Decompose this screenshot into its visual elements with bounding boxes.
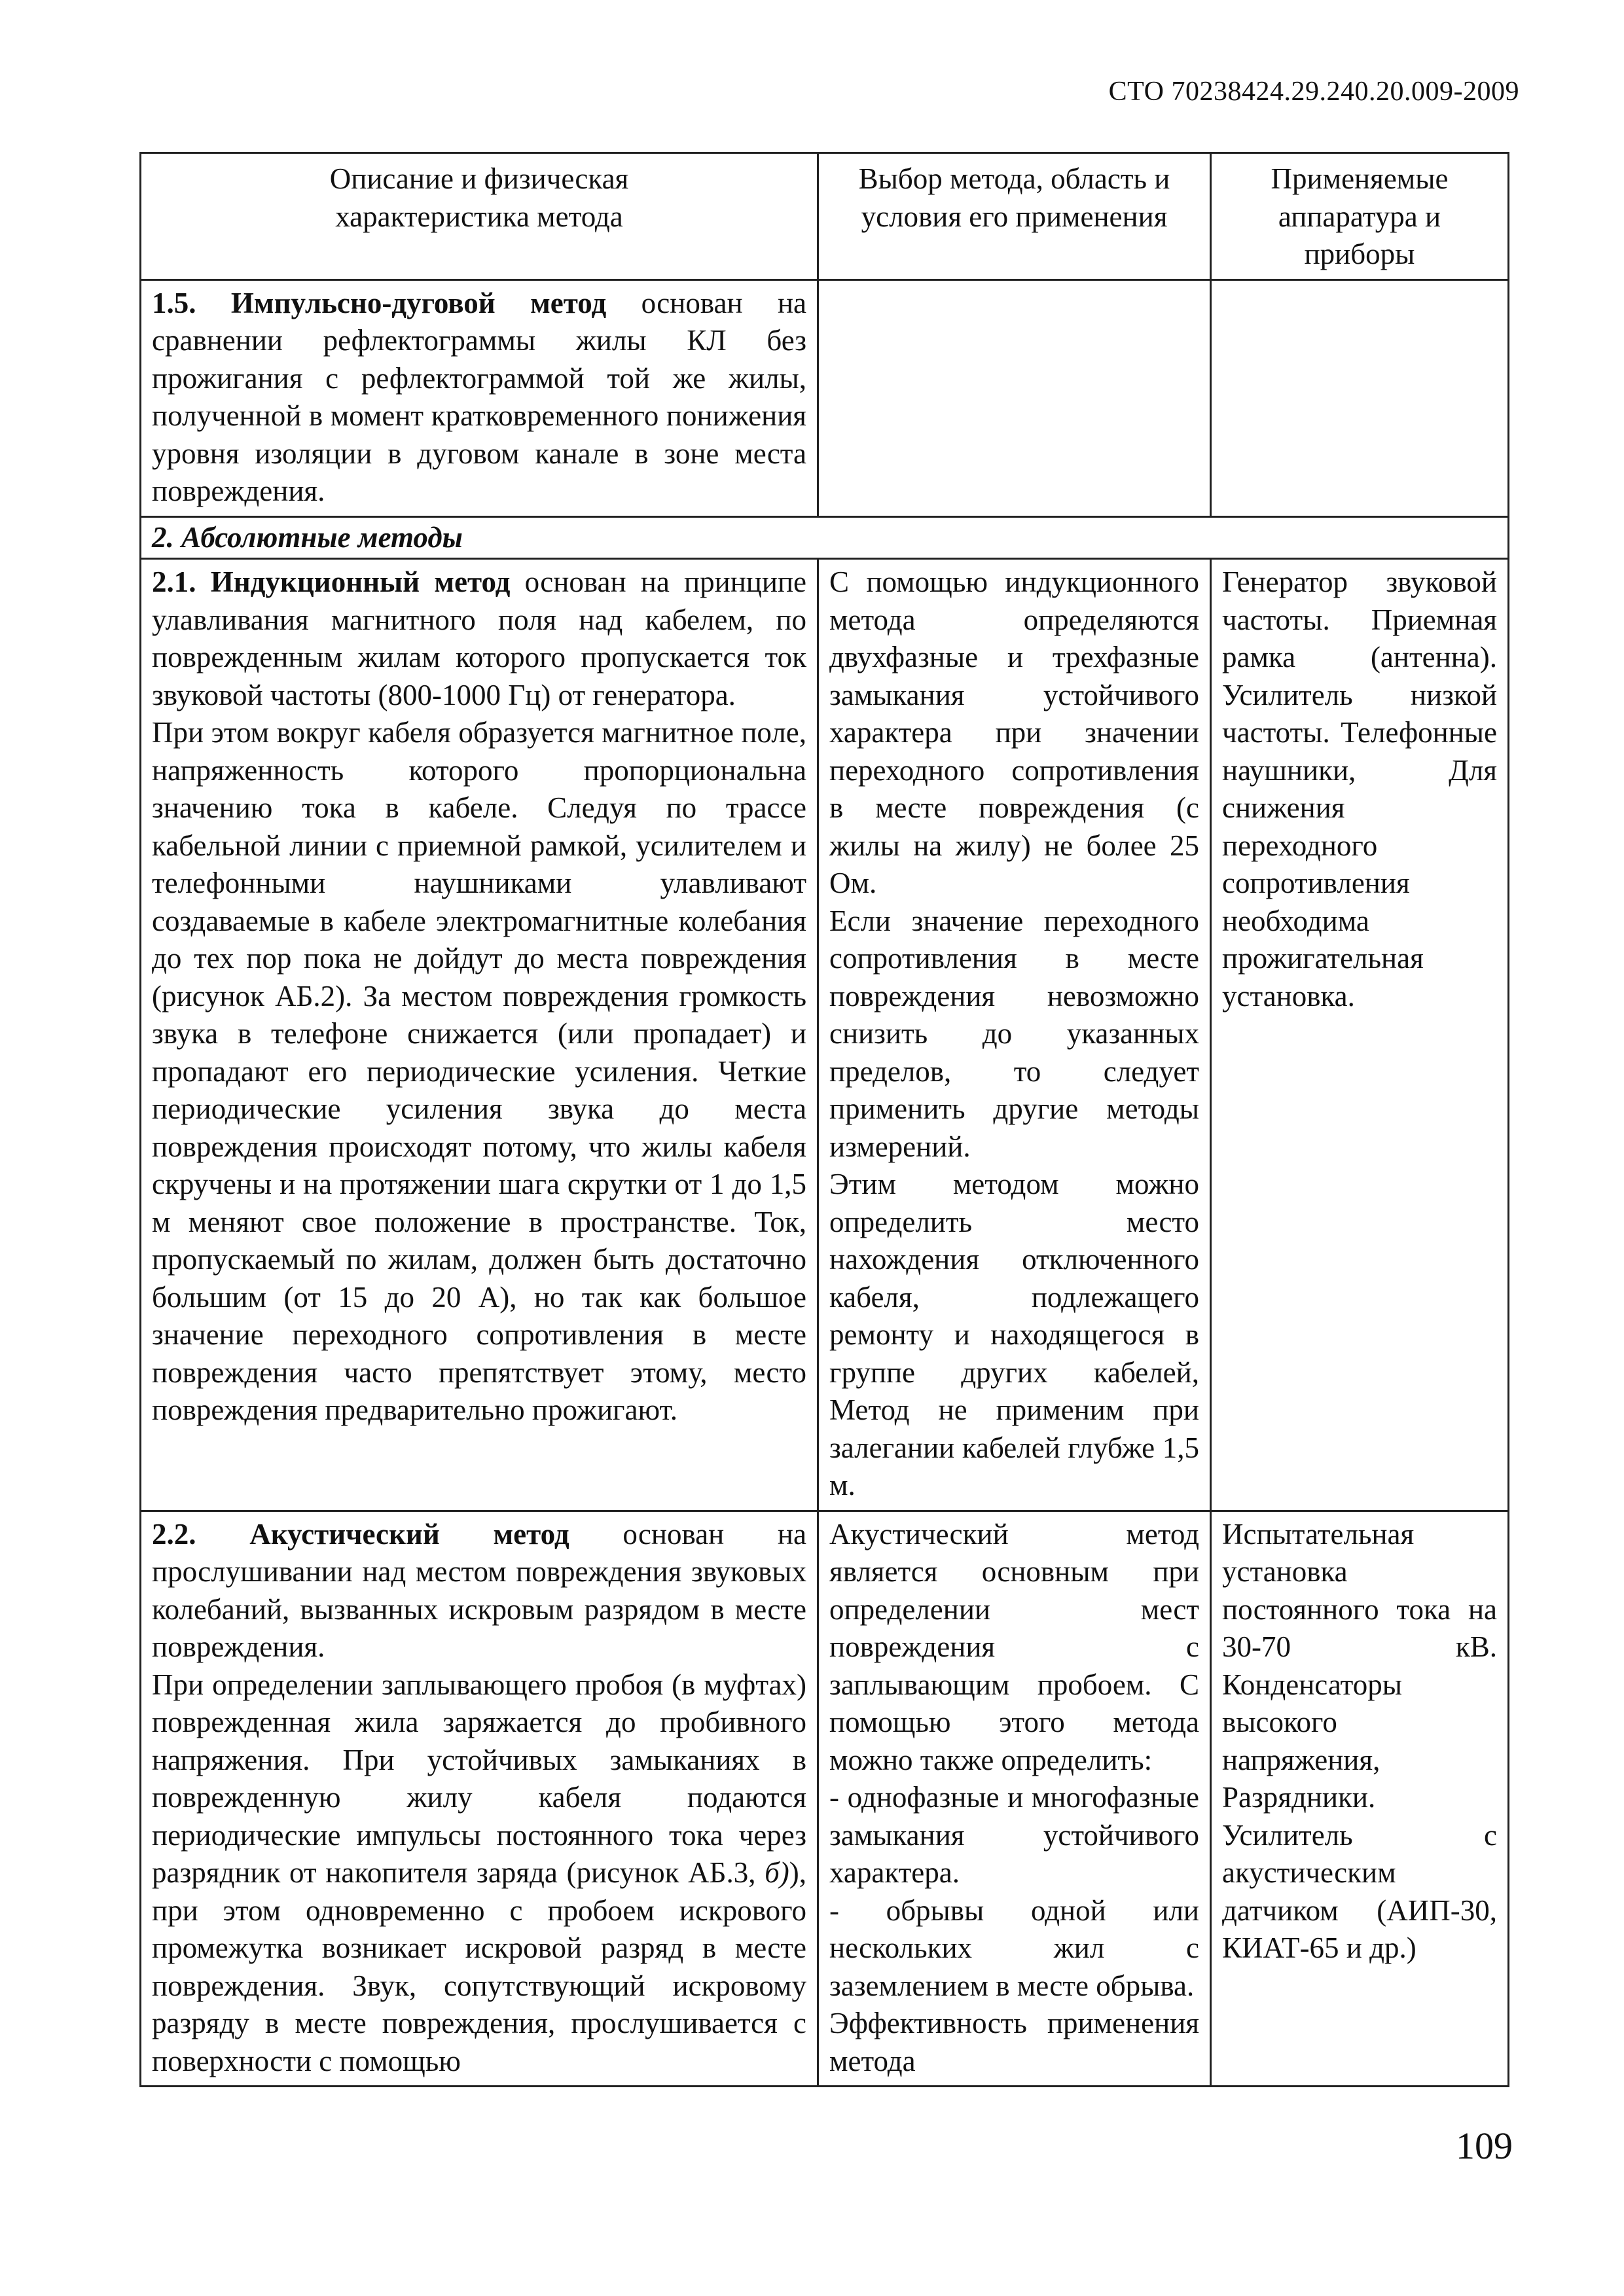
section-title: 2. Абсолютные методы (152, 520, 463, 554)
method-description-part: При определении заплывающего пробоя (в муфтах) поврежденная жила заряжается до пробивного напряжения. При устойчивых замыканиях в поврежденную жилу кабеля подаются периодические импульсы постоянного тока через разрядник от накопителя заряда (рисунок АБ.3, (152, 1668, 806, 1889)
row-1-5-equipment (1211, 279, 1509, 516)
choice-paragraph: Эффективность применения метода (829, 2007, 1199, 2077)
figure-ref-italic: б) (765, 1856, 789, 1889)
method-description-text: основан на сравнении рефлектограммы жилы КЛ без прожигания с рефлектограммой той же жилы, полученной в момент кратковременного понижения уровня изоляции в дуговом канале в зоне места повреждения. (152, 286, 806, 507)
method-label: 2.1. Индукционный метод (152, 565, 511, 598)
row-2-1-choice (818, 559, 1211, 1511)
document-code: СТО 70238424.29.240.20.009-2009 (1108, 77, 1519, 107)
choice-paragraph: Акустический метод является основным при определении мест повреждения с заплывающим пробоем. С помощью этого метода можно также определить: (829, 1517, 1199, 1776)
row-2-1-equipment (1211, 559, 1509, 1511)
row-2-1-description (141, 559, 818, 1511)
header-equipment-line2: аппаратура и (1278, 200, 1441, 233)
header-equipment (1211, 153, 1509, 280)
row-2-2-description (141, 1511, 818, 2087)
choice-paragraph: - однофазные и многофазные замыкания устойчивого характера. (829, 1781, 1199, 1889)
row-1-5-choice (818, 279, 1211, 516)
equipment-text: Испытательная установка постоянного тока на 30-70 кВ. Конденсаторы высокого напряжения, Разрядники. Усилитель с акустическим датчиком (АИП-30, КИАТ-65 и др.) (1222, 1517, 1497, 1964)
row-2-2-choice (818, 1511, 1211, 2087)
method-description-text: основан на прослушивании над местом повреждения звуковых колебаний, вызванных искровым разрядом в месте повреждения. (152, 1517, 806, 1663)
row-2-2-equipment (1211, 1511, 1509, 2087)
choice-paragraph: С помощью индукционного метода определяются двухфазные и трехфазные замыкания устойчивого характера при значении переходного сопротивления в месте повреждения (с жилы на жилу) не более 25 Ом. (829, 565, 1199, 899)
table-row (141, 1511, 1509, 2087)
header-equipment-line3: приборы (1304, 238, 1415, 270)
method-label: 1.5. Импульсно-дуговой метод (152, 286, 607, 319)
header-description-line1: Описание и физическая (329, 162, 629, 195)
method-description-part: ), при этом одновременно с пробоем искрового промежутка возникает искровой разряд в месте повреждения. Звук, сопутствующий искровому разряду в месте повреждения, прослушивается с поверхности с помощью (152, 1856, 806, 2077)
header-choice-line1: Выбор метода, область и (858, 162, 1170, 195)
row-1-5-description (141, 279, 818, 516)
equipment-text: Генератор звуковой частоты. Приемная рамка (антенна). Усилитель низкой частоты. Телефонные наушники, Для снижения переходного сопротивления необходима прожигательная установка. (1222, 565, 1497, 1013)
page-number: 109 (1456, 2125, 1513, 2167)
table-row (141, 559, 1509, 1511)
table-header-row (141, 153, 1509, 280)
section-row (141, 516, 1509, 559)
table-row (141, 279, 1509, 516)
choice-paragraph: Этим методом можно определить место нахождения отключенного кабеля, подлежащего ремонту и находящегося в группе других кабелей, Метод не применим при залегании кабелей глубже 1,5 м. (829, 1168, 1199, 1501)
method-label: 2.2. Акустический метод (152, 1517, 569, 1551)
method-description-paragraph: При этом вокруг кабеля образуется магнитное поле, напряженность которого пропорциональна значению тока в кабеле. Следуя по трассе кабельной линии с приемной рамкой, усилителем и телефонными наушниками улавливают создаваемые в кабеле электромагнитные колебания до тех пор пока не дойдут до места повреждения (рисунок АБ.2). За местом повреждения громкость звука в телефоне снижается (или пропадает) и пропадают его периодические усиления. Четкие периодические усиления звука до места повреждения происходят потому, что жилы кабеля скручены и на протяжении шага скрутки от 1 до 1,5 м меняют свое положение в пространстве. Ток, пропускаемый по жилам, должен быть достаточно большим (от 15 до 20 А), но так как большое значение переходного сопротивления в месте повреждения часто препятствует этому, место повреждения предварительно прожигают. (152, 716, 806, 1426)
section-cell (141, 516, 1509, 559)
header-method-choice (818, 153, 1211, 280)
choice-paragraph: Если значение переходного сопротивления в месте повреждения невозможно снизить до указанных пределов, то следует применить другие методы измерений. (829, 904, 1199, 1163)
header-choice-line2: условия его применения (861, 200, 1168, 233)
header-description (141, 153, 818, 280)
method-description-text: основан на принципе улавливания магнитного поля над кабелем, по поврежденным жилам которого пропускается ток звуковой частоты (800-1000 Гц) от генератора. (152, 565, 806, 711)
choice-paragraph: - обрывы одной или нескольких жил с заземлением в месте обрыва. (829, 1893, 1199, 2002)
methods-table (139, 152, 1509, 2087)
header-equipment-line1: Применяемые (1271, 162, 1449, 195)
header-description-line2: характеристика метода (335, 200, 623, 233)
